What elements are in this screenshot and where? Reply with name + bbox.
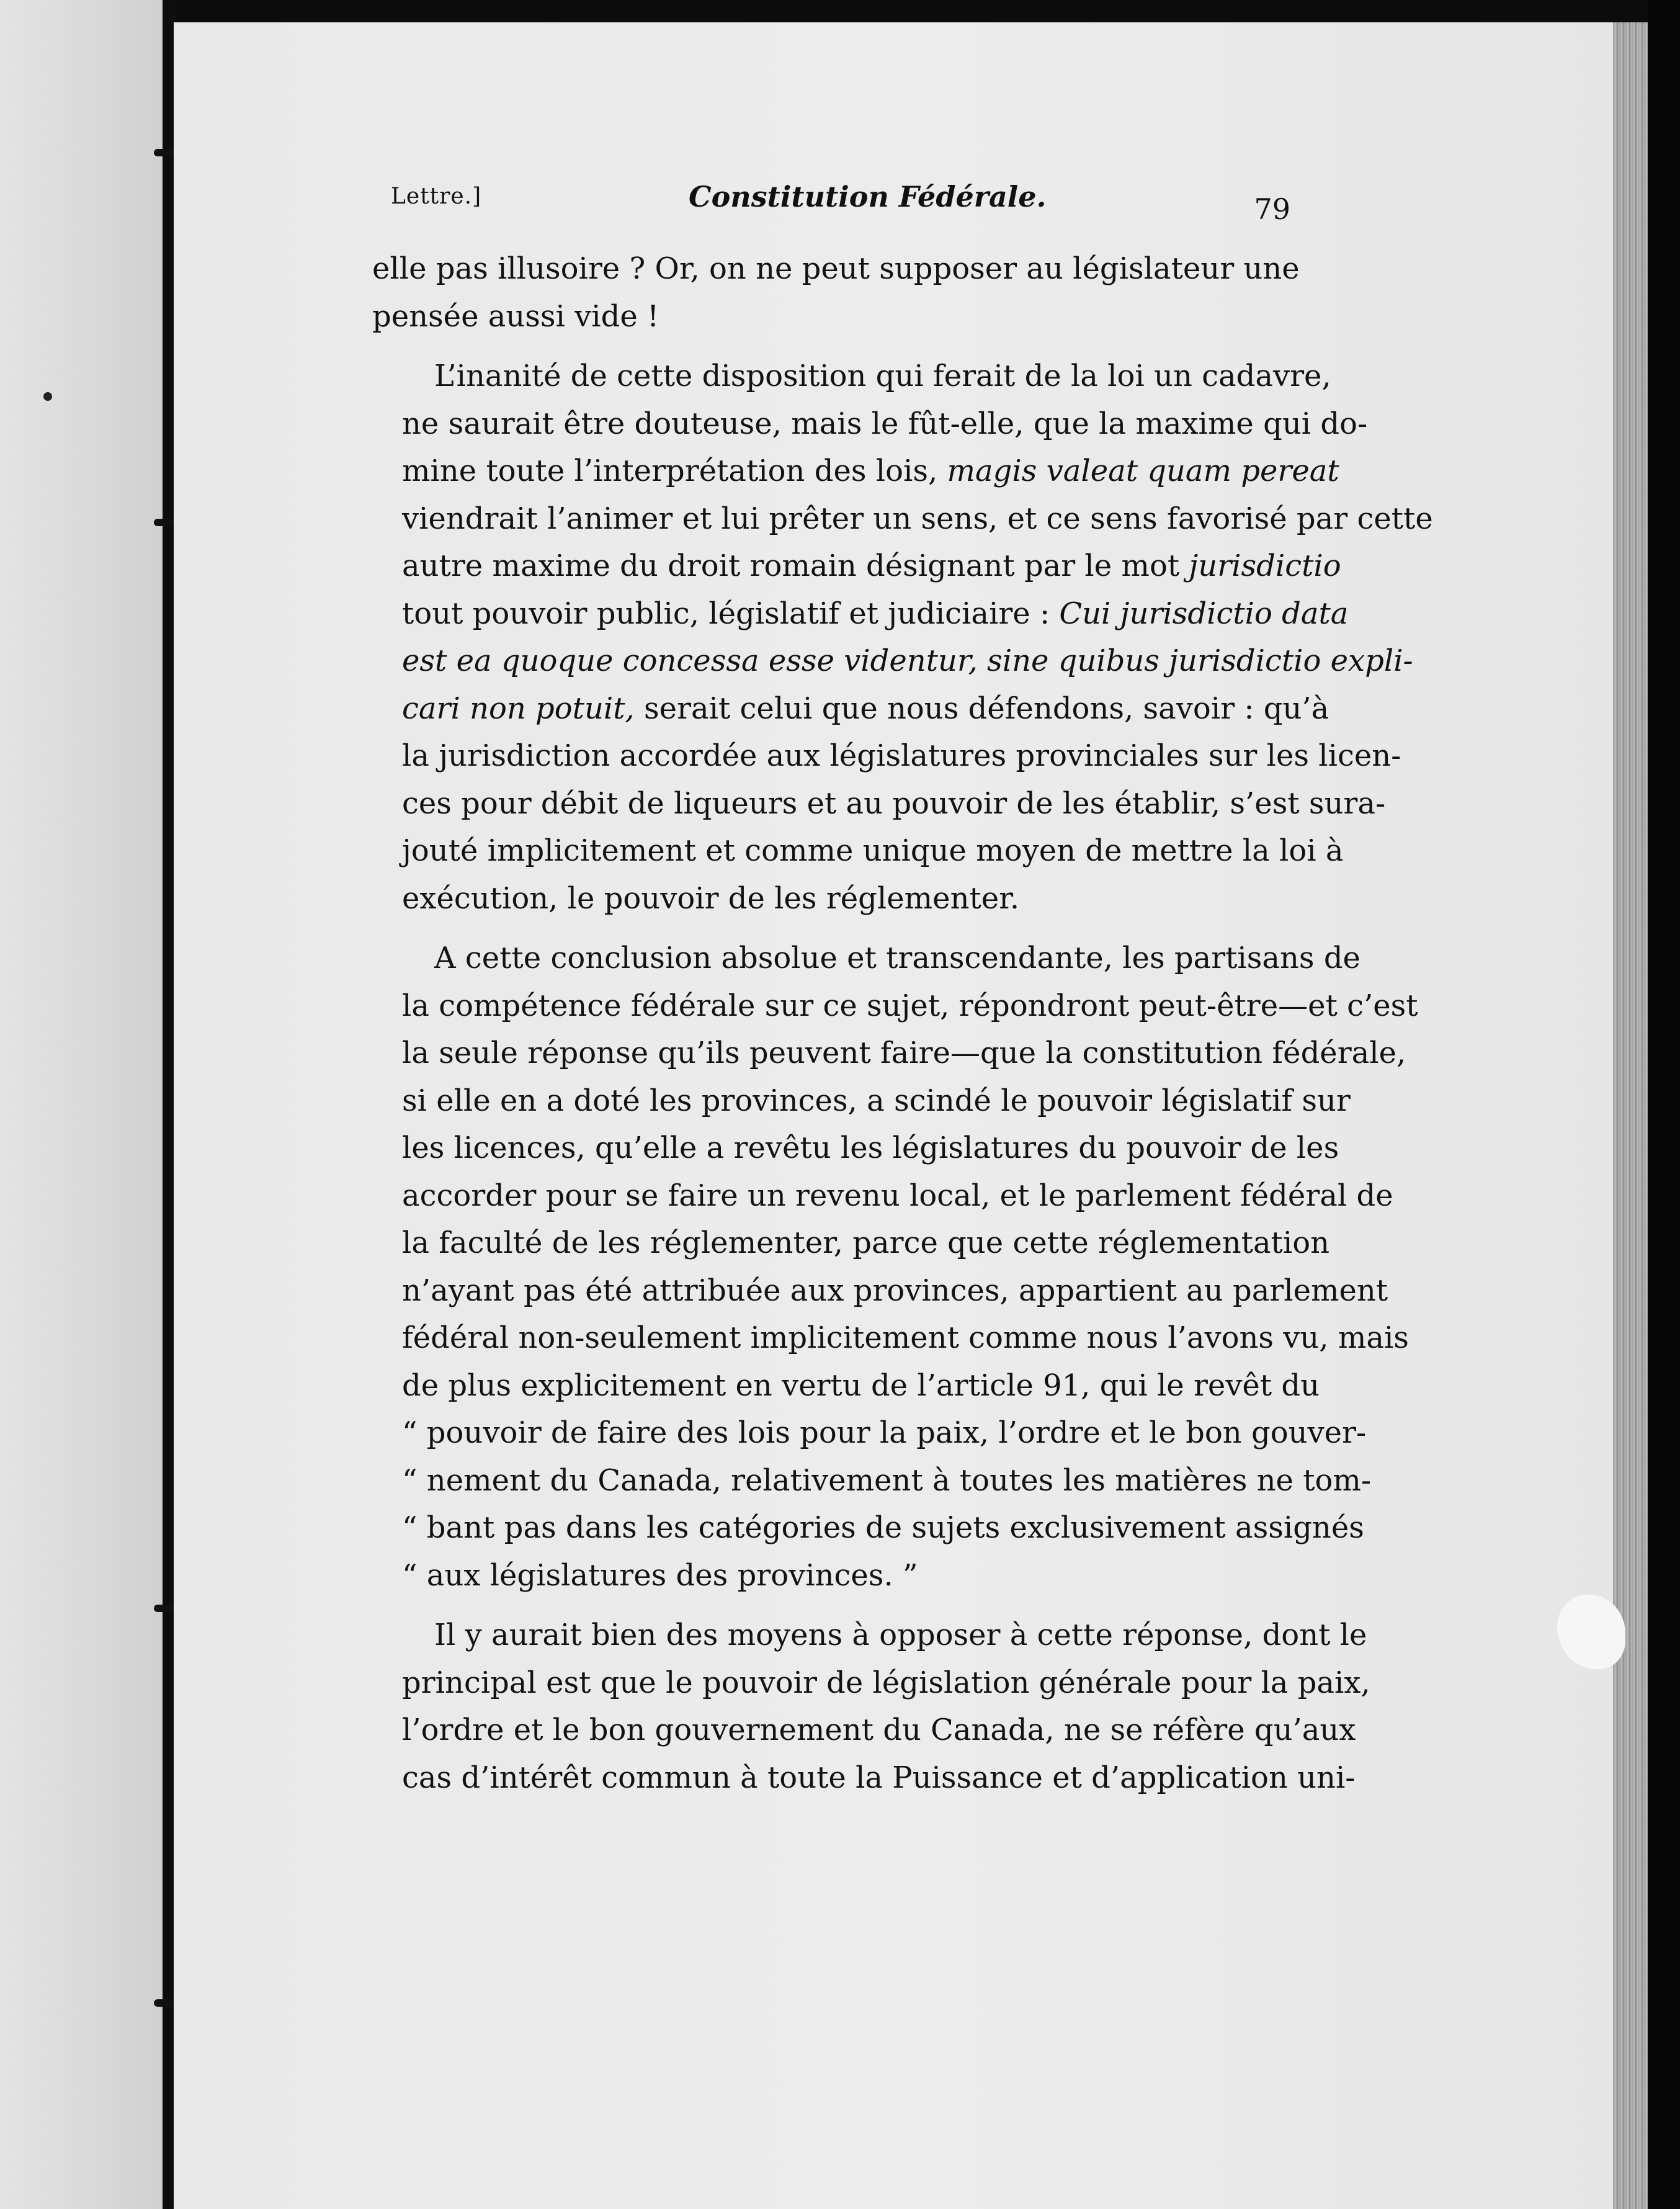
text-segment: autre maxime du droit romain désignant par le mot — [402, 549, 1180, 583]
text-line: Il y aurait bien des moyens à opposer à cette réponse, dont le — [434, 1618, 1367, 1652]
text-line: jouté implicitement et comme unique moyen de mettre la loi à — [402, 833, 1344, 868]
latin-maxim: magis valeat quam pereat — [947, 454, 1339, 488]
text-line — [372, 447, 1339, 495]
text-line: si elle en a doté les provinces, a scindé le pouvoir législatif sur — [402, 1083, 1351, 1118]
scan-left-margin — [0, 0, 169, 2209]
text-line: la seule réponse qu’ils peuvent faire—que la constitution fédérale, — [402, 1036, 1406, 1070]
text-line: principal est que le pouvoir de législation générale pour la paix, — [402, 1665, 1370, 1700]
text-line: cas d’intérêt commun à toute la Puissance et d’application uni- — [402, 1760, 1356, 1795]
text-line: la jurisdiction accordée aux législatures provinciales sur les licen- — [402, 738, 1401, 773]
text-line: de plus explicitement en vertu de l’article 91, qui le revêt du — [402, 1368, 1320, 1403]
scan-top-edge — [174, 0, 1680, 22]
text-line — [372, 590, 1349, 638]
latin-maxim: est ea quoque concessa esse videntur, sine quibus jurisdictio expli- — [402, 643, 1413, 678]
scan-speck — [43, 392, 52, 401]
paragraph-inanite — [372, 352, 1433, 922]
text-line: ne saurait être douteuse, mais le fût-elle, que la maxime qui do- — [402, 406, 1368, 441]
text-segment: mine toute l’interprétation des lois, — [402, 454, 938, 488]
body-text — [372, 245, 1433, 1814]
text-segment: serait celui que nous défendons, savoir : qu’à — [634, 691, 1329, 726]
text-line — [372, 685, 1329, 733]
scan-right-edge — [1648, 0, 1680, 2209]
binding-line — [163, 0, 174, 2209]
running-head-left: Lettre.] — [391, 184, 482, 209]
text-line: elle pas illusoire ? Or, on ne peut supposer au législateur une — [372, 251, 1300, 286]
text-line — [372, 542, 1341, 590]
text-segment: tout pouvoir public, législatif et judiciaire : — [402, 596, 1050, 631]
text-line: la compétence fédérale sur ce sujet, répondront peut-être—et c’est — [402, 988, 1418, 1023]
text-line: ces pour débit de liqueurs et au pouvoir de les établir, s’est sura- — [402, 786, 1386, 821]
text-line: L’inanité de cette disposition qui ferait de la loi un cadavre, — [434, 359, 1331, 393]
text-line — [372, 637, 1413, 685]
text-line: les licences, qu’elle a revêtu les législatures du pouvoir de les — [402, 1131, 1339, 1165]
text-line: n’ayant pas été attribuée aux provinces, appartient au parlement — [402, 1273, 1388, 1308]
text-line: exécution, le pouvoir de les réglementer. — [402, 880, 1020, 916]
page-stack-edge — [1613, 22, 1648, 2209]
paragraph-response — [372, 1611, 1370, 1801]
text-line: viendrait l’animer et lui prêter un sens, et ce sens favorisé par cette — [402, 501, 1433, 536]
paragraph-continued — [372, 245, 1300, 340]
text-line: pensée aussi vide ! — [372, 298, 659, 334]
text-line: “ aux législatures des provinces. ” — [402, 1557, 918, 1593]
page-number: 79 — [1254, 192, 1290, 226]
paragraph-conclusion — [372, 934, 1418, 1599]
text-line: “ pouvoir de faire des lois pour la paix, l’ordre et le bon gouver- — [402, 1415, 1367, 1450]
text-line: la faculté de les réglementer, parce que cette réglementation — [402, 1225, 1330, 1260]
running-head-title: Constitution Fédérale. — [689, 180, 1047, 213]
text-line: l’ordre et le bon gouvernement du Canada, ne se réfère qu’aux — [402, 1713, 1356, 1747]
text-line: fédéral non-seulement implicitement comme nous l’avons vu, mais — [402, 1320, 1409, 1355]
latin-maxim: cari non potuit, — [402, 691, 635, 726]
text-line: “ nement du Canada, relativement à toutes les matières ne tom- — [402, 1463, 1372, 1498]
text-line: A cette conclusion absolue et transcendante, les partisans de — [434, 941, 1361, 975]
latin-term: jurisdictio — [1189, 549, 1341, 583]
text-line: accorder pour se faire un revenu local, et le parlement fédéral de — [402, 1178, 1393, 1213]
latin-maxim: Cui jurisdictio data — [1059, 596, 1349, 631]
text-line: “ bant pas dans les catégories de sujets exclusivement assignés — [402, 1510, 1364, 1545]
page-header — [391, 180, 1290, 230]
